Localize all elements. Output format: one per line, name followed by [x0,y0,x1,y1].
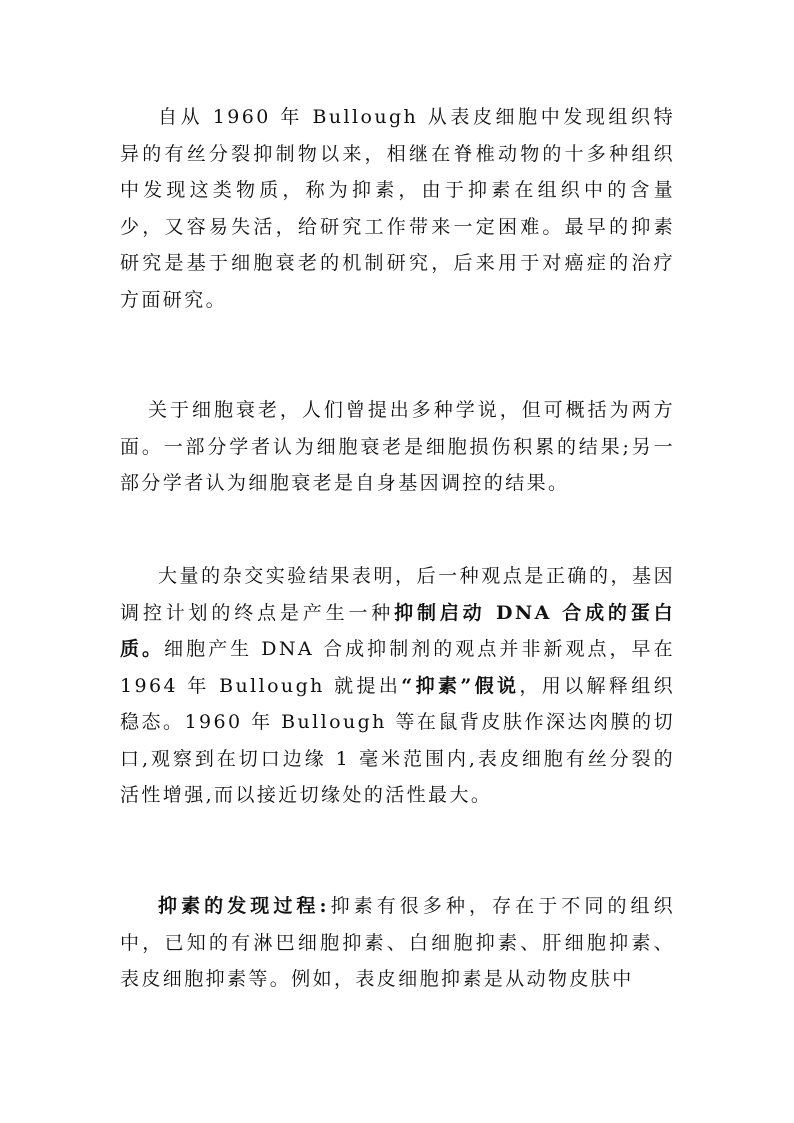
paragraph-text: ，用以解释组织稳态。1960 年 Bullough 等在鼠背皮肤作深达肉膜的切口,观察到在切口边缘 1 毫米范围内,表皮细胞有丝分裂的活性增强,而以接近切缘处的活性最大。 [120,674,675,806]
paragraph-text: 大量的杂交实验结果表明，后一种观点是正确的，基因调控计划的终点是产生一种 [120,565,675,624]
paragraph-discovery-history [120,99,675,318]
paragraph-text: 细胞产生 DNA 合成抑制剂的观点并非新观点，早在 1964 年 Bullough 就提出 [120,638,675,697]
paragraph-text: 抑素有很多种，存在于不同的组织中，已知的有淋巴细胞抑素、白细胞抑素、肝细胞抑素、表皮细胞抑素等。例如，表皮细胞抑素是从动物皮肤中 [120,895,675,990]
paragraph-text: 关于细胞衰老，人们曾提出多种学说，但可概括为两方面。一部分学者认为细胞衰老是细胞损伤积累的结果;另一部分学者认为细胞衰老是自身基因调控的结果。 [120,399,675,494]
bold-heading-discovery-process: 抑素的发现过程: [158,895,329,917]
paragraph-text: 自从 1960 年 Bullough 从表皮细胞中发现组织特异的有丝分裂抑制物以来，相继在脊椎动物的十多种组织中发现这类物质，称为抑素，由于抑素在组织中的含量少，又容易失活，给研究工作带来一定困难。最早的抑素研究是基于细胞衰老的机制研究，后来用于对癌症的治疗方面研究。 [120,106,675,311]
paragraph-cell-aging-theories [120,392,675,502]
paragraph-discovery-process [120,888,675,998]
bold-phrase-chalone-hypothesis: “抑素”假说 [401,674,520,697]
paragraph-hybrid-experiments [120,558,675,814]
bold-phrase-dna-inhibitor-protein: 抑制启动 DNA 合成的蛋白质。 [120,601,675,660]
